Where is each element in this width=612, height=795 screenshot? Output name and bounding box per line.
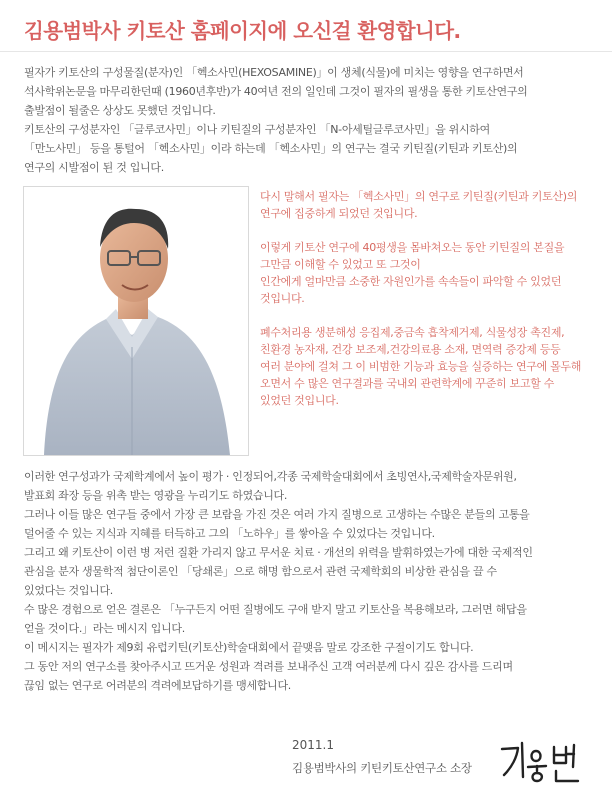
- body-line: 그러나 이들 많은 연구들 중에서 가장 큰 보람을 가진 것은 여러 가지 질병으로 고생하는 수많은 분들의 고통을: [24, 508, 530, 521]
- intro-line: 석사학위논문을 마무리한던때 (1960년후반)가 40여년 전의 일인데 그것이 필자의 필생을 통한 키토산연구의: [24, 85, 528, 98]
- highlight-line: 오면서 수 많은 연구결과를 국내외 관련학계에 꾸준히 보고할 수: [260, 377, 555, 390]
- intro-line: 키토산의 구성분자인 「글루코사민」이나 키틴질의 구성분자인 「N-아세틸글루코사민」을 위시하여: [24, 123, 490, 136]
- highlight-line: 있었던 것입니다.: [260, 394, 339, 407]
- highlight-line: 연구에 집중하게 되었던 것입니다.: [260, 207, 418, 220]
- body-line: 얻을 것이다.」라는 메시지 입니다.: [24, 622, 185, 635]
- handwritten-signature: [498, 737, 598, 785]
- body-line: 이러한 연구성과가 국제학계에서 높이 평가 · 인정되어,각종 국제학술대회에서 초빙연사,국제학술자문위원,: [24, 470, 517, 483]
- body-line: 이 메시지는 필자가 제9회 유럽키틴(키토산)학술대회에서 끝맺음 말로 강조한 구절이기도 합니다.: [24, 641, 474, 654]
- body-line: 관심을 분자 생물학적 첨단이론인 「당쇄론」으로 해명 함으로서 관련 국제학회의 비상한 관심을 끌 수: [24, 565, 497, 578]
- body-line: 수 많은 경험으로 얻은 결론은 「누구든지 어떤 질병에도 구애 받지 말고 키토산을 복용해보라, 그러면 해답을: [24, 603, 527, 616]
- highlight-line: 친환경 농자재, 건강 보조제,건강의료용 소재, 면역력 증강제 등등: [260, 343, 561, 356]
- intro-line: 필자가 키토산의 구성물질(분자)인 「헥소사민(HEXOSAMINE)」이 생체(식물)에 미치는 영향을 연구하면서: [24, 66, 524, 79]
- body-line: 발표회 좌장 등을 위촉 받는 영광을 누리기도 하였습니다.: [24, 489, 288, 502]
- body-paragraph: [24, 467, 533, 695]
- body-line: 그리고 왜 키토산이 이런 병 저런 질환 가리지 않고 무서운 치료 · 개선의 위력을 발휘하였는가에 대한 국제적인: [24, 546, 533, 559]
- intro-line: 출발점이 될줄은 상상도 못했던 것입니다.: [24, 104, 216, 117]
- letter-date: 2011.1: [292, 738, 334, 752]
- highlight-block: [260, 239, 606, 307]
- intro-paragraph: [24, 63, 528, 177]
- highlight-line: 것입니다.: [260, 292, 305, 305]
- highlight-line: 인간에게 얼마만큼 소중한 자원인가를 속속들이 파악할 수 있었던: [260, 275, 562, 288]
- highlight-block: [260, 324, 606, 409]
- highlight-text: [260, 188, 606, 426]
- body-line: 끊임 없는 연구로 어려분의 격려에보답하기를 맹세합니다.: [24, 679, 292, 692]
- highlight-line: 이렇게 키토산 연구에 40평생을 몸바쳐오는 동안 키틴질의 본질을: [260, 241, 565, 254]
- title-divider: [0, 51, 612, 52]
- intro-line: 연구의 시발점이 된 것 입니다.: [24, 161, 164, 174]
- author-photo: [23, 186, 249, 456]
- page-title: 김용범박사 키토산 홈페이지에 오신걸 환영합니다.: [24, 19, 461, 43]
- highlight-block: [260, 188, 606, 222]
- body-line: 있었다는 것입니다.: [24, 584, 114, 597]
- highlight-line: 폐수처리용 생분해성 응집제,중금속 흡착제거제, 식물성장 촉진제,: [260, 326, 565, 339]
- highlight-line: 여러 분야에 걸쳐 그 이 비범한 기능과 효능을 실증하는 연구에 몰두해: [260, 360, 582, 373]
- body-line: 그 동안 저의 연구소를 찾아주시고 뜨거운 성원과 격려를 보내주신 고객 여러분께 다시 깊은 감사를 드리며: [24, 660, 513, 673]
- body-line: 덜어줄 수 있는 지식과 지혜를 터득하고 그의 「노하우」를 쌓아올 수 있었다는 것입니다.: [24, 527, 435, 540]
- highlight-line: 다시 말해서 필자는 「헥소사민」의 연구로 키틴질(키틴과 키토산)의: [260, 190, 578, 203]
- intro-line: 「만노사민」 등을 통털어 「헥소사민」이라 하는데 「헥소사민」의 연구는 결국 키틴질(키틴과 키토산)의: [24, 142, 518, 155]
- signoff-title: 김용범박사의 키틴키토산연구소 소장: [292, 761, 472, 775]
- highlight-line: 그만큼 이해할 수 있었고 또 그것이: [260, 258, 421, 271]
